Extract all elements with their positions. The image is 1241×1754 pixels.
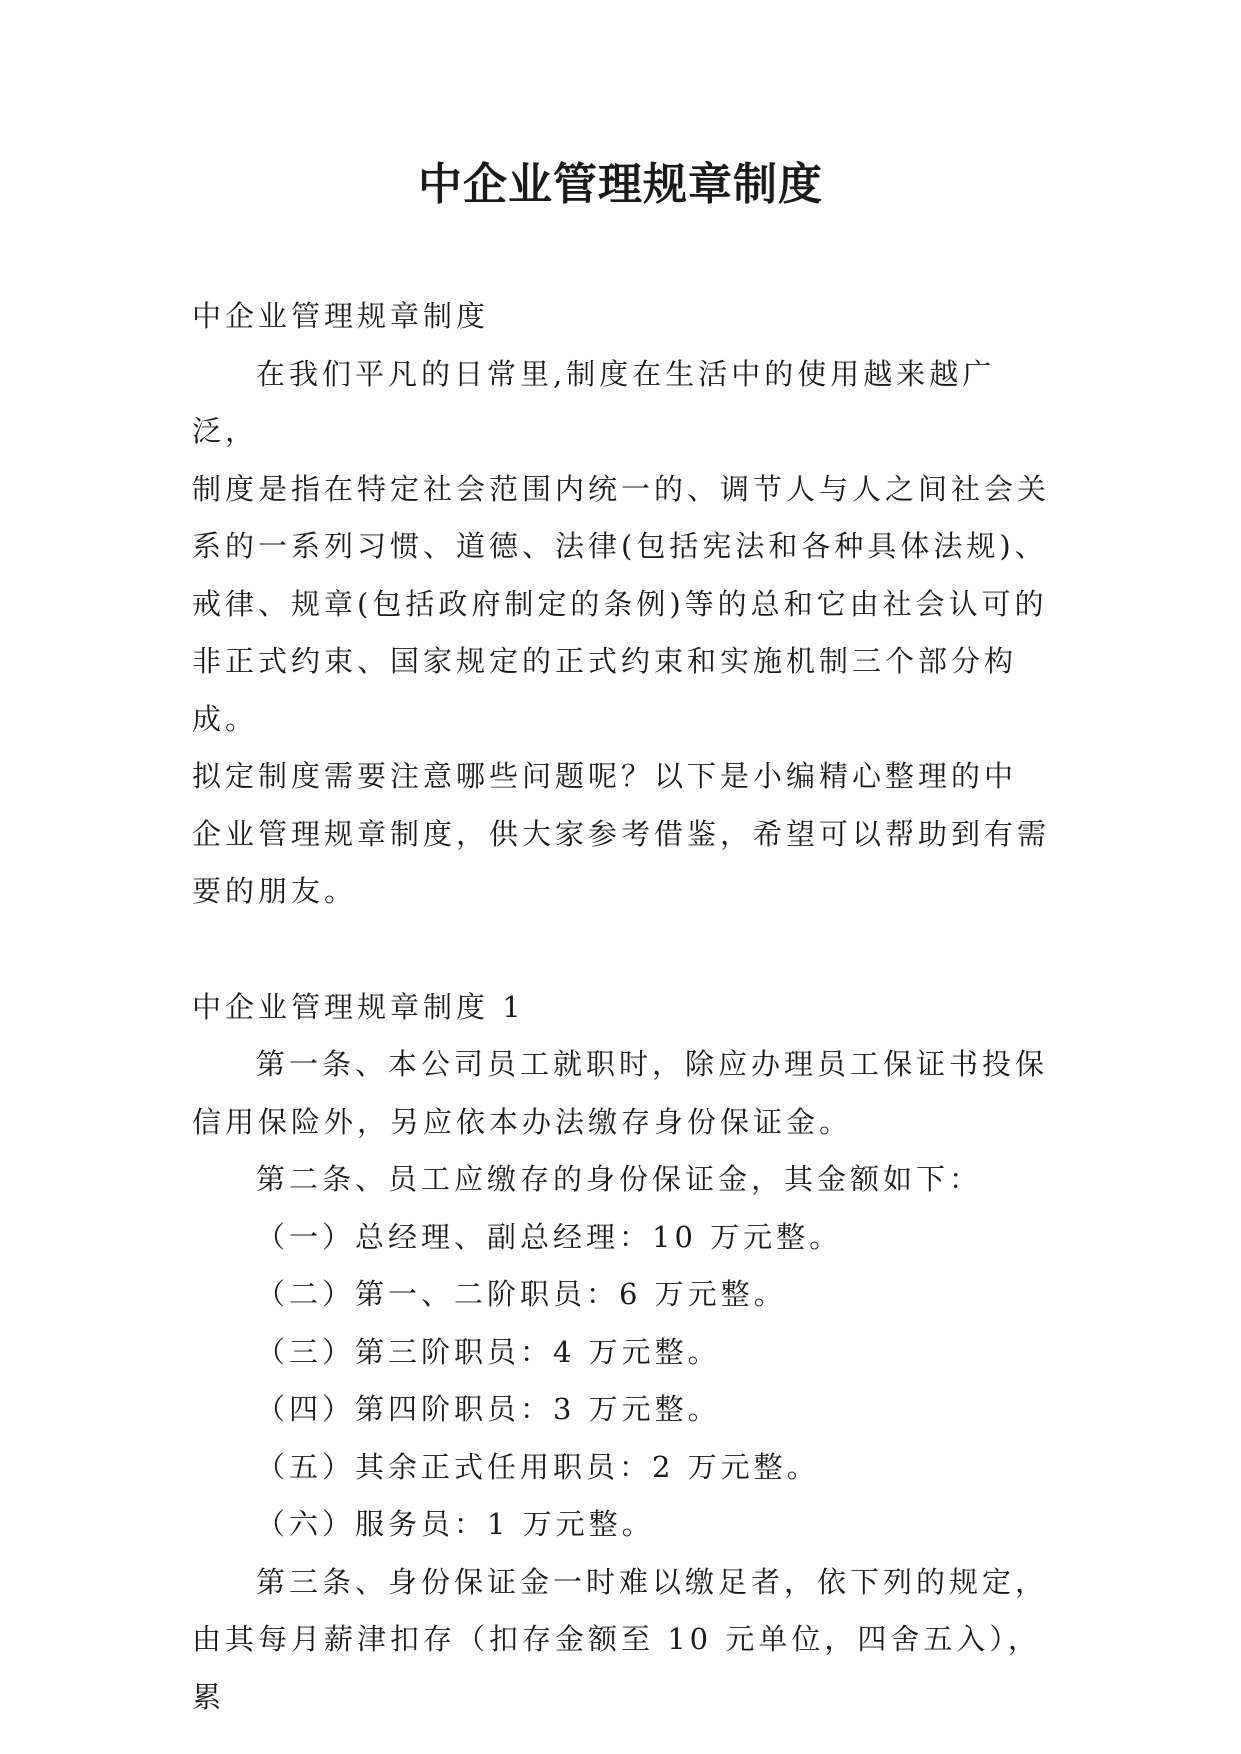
text-line: 非正式约束、国家规定的正式约束和实施机制三个部分构成。 [192, 644, 1018, 736]
list-item: （三）第三阶职员：4 万元整。 [256, 1334, 721, 1369]
text-line: 企业管理规章制度，供大家参考借鉴，希望可以帮助到有需 [192, 816, 1051, 851]
text-line: 第一条、本公司员工就职时，除应办理员工保证书投保 [256, 1047, 1049, 1081]
list-item: （二）第一、二阶职员：6 万元整。 [256, 1277, 787, 1311]
article-2: 第二条、员工应缴存的身份保证金，其金额如下： [256, 1162, 983, 1196]
intro-paragraph [192, 346, 1052, 921]
document-title: 中企业管理规章制度 [418, 159, 823, 210]
section-heading: 中企业管理规章制度 [192, 299, 490, 333]
deposit-list [192, 1209, 1052, 1554]
text-line: 在我们平凡的日常里,制度在生活中的使用越来越广泛， [192, 356, 996, 448]
document-body [192, 288, 1052, 1726]
text-line: 要的朋友。 [192, 874, 358, 908]
article-3 [192, 1554, 1052, 1727]
text-line: 第三条、身份保证金一时难以缴足者，依下列的规定， [256, 1564, 1049, 1599]
text-line: 信用保险外，另应依本办法缴存身份保证金。 [192, 1104, 853, 1139]
text-line: 系的一系列习惯、道德、法律(包括宪法和各种具体法规)、 [192, 529, 1048, 563]
text-line: 戒律、规章(包括政府制定的条例)等的总和它由社会认可的 [192, 586, 1048, 621]
list-item: （一）总经理、副总经理：10 万元整。 [256, 1219, 843, 1254]
text-line: 制度是指在特定社会范围内统一的、调节人与人之间社会关 [192, 471, 1051, 506]
list-item: （六）服务员：1 万元整。 [256, 1507, 655, 1541]
text-line: 由其每月薪津扣存（扣存金额至 10 元单位，四舍五入），累 [192, 1622, 1041, 1714]
text-line: 拟定制度需要注意哪些问题呢？以下是小编精心整理的中 [192, 759, 1018, 793]
list-item: （五）其余正式任用职员：2 万元整。 [256, 1449, 820, 1484]
list-item: （四）第四阶职员：3 万元整。 [256, 1392, 721, 1426]
section-heading: 中企业管理规章制度 1 [192, 989, 525, 1024]
article-1 [192, 1036, 1052, 1151]
section-spacer [192, 921, 1052, 979]
